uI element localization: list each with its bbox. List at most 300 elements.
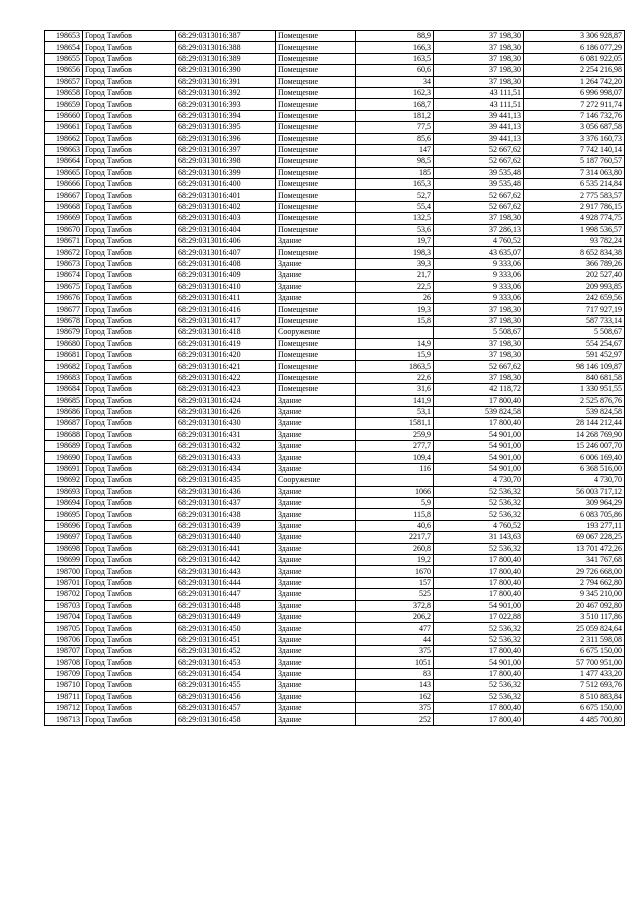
- table-row: [45, 270, 625, 281]
- row-number-cell: 198711: [45, 691, 83, 702]
- cadastral-number-cell: 68:29:0313016:451: [176, 634, 276, 645]
- cadastral-number-cell: 68:29:0313016:418: [176, 327, 276, 338]
- specific-value-cell: 31 143,63: [434, 532, 524, 543]
- area-cell: 206,2: [356, 611, 434, 622]
- row-number-cell: 198664: [45, 156, 83, 167]
- area-cell: 277,7: [356, 441, 434, 452]
- row-number-cell: 198659: [45, 99, 83, 110]
- area-cell: 60,6: [356, 65, 434, 76]
- cadastral-value-cell: 6 006 169,40: [524, 452, 625, 463]
- table-row: [45, 87, 625, 98]
- specific-value-cell: 52 536,32: [434, 543, 524, 554]
- locality-cell: Город Тамбов: [83, 190, 176, 201]
- object-type-cell: Помещение: [276, 384, 356, 395]
- area-cell: 198,3: [356, 247, 434, 258]
- locality-cell: Город Тамбов: [83, 520, 176, 531]
- locality-cell: Город Тамбов: [83, 634, 176, 645]
- row-number-cell: 198672: [45, 247, 83, 258]
- table-row: [45, 190, 625, 201]
- cadastral-number-cell: 68:29:0313016:419: [176, 338, 276, 349]
- cadastral-number-cell: 68:29:0313016:430: [176, 418, 276, 429]
- locality-cell: Город Тамбов: [83, 691, 176, 702]
- locality-cell: Город Тамбов: [83, 31, 176, 42]
- cadastral-value-cell: 6 081 922,05: [524, 53, 625, 64]
- specific-value-cell: 54 901,00: [434, 600, 524, 611]
- area-cell: 22,6: [356, 372, 434, 383]
- specific-value-cell: 17 022,88: [434, 611, 524, 622]
- cadastral-number-cell: 68:29:0313016:455: [176, 680, 276, 691]
- object-type-cell: Здание: [276, 395, 356, 406]
- cadastral-value-cell: 6 996 998,07: [524, 87, 625, 98]
- object-type-cell: Помещение: [276, 224, 356, 235]
- cadastral-value-cell: 6 535 214,84: [524, 179, 625, 190]
- locality-cell: Город Тамбов: [83, 304, 176, 315]
- row-number-cell: 198706: [45, 634, 83, 645]
- cadastral-number-cell: 68:29:0313016:435: [176, 475, 276, 486]
- cadastral-number-cell: 68:29:0313016:394: [176, 110, 276, 121]
- area-cell: 5,9: [356, 498, 434, 509]
- specific-value-cell: 39 535,48: [434, 179, 524, 190]
- row-number-cell: 198709: [45, 668, 83, 679]
- area-cell: 143: [356, 680, 434, 691]
- area-cell: 2217,7: [356, 532, 434, 543]
- table-row: [45, 110, 625, 121]
- table-row: [45, 281, 625, 292]
- locality-cell: Город Тамбов: [83, 600, 176, 611]
- object-type-cell: Помещение: [276, 133, 356, 144]
- cadastral-value-cell: 539 824,58: [524, 406, 625, 417]
- cadastral-number-cell: 68:29:0313016:450: [176, 623, 276, 634]
- cadastral-number-cell: 68:29:0313016:442: [176, 554, 276, 565]
- locality-cell: Город Тамбов: [83, 99, 176, 110]
- cadastral-number-cell: 68:29:0313016:424: [176, 395, 276, 406]
- table-row: [45, 486, 625, 497]
- cadastral-number-cell: 68:29:0313016:396: [176, 133, 276, 144]
- specific-value-cell: 52 536,32: [434, 634, 524, 645]
- cadastral-value-cell: 591 452,97: [524, 349, 625, 360]
- object-type-cell: Здание: [276, 543, 356, 554]
- cadastral-number-cell: 68:29:0313016:441: [176, 543, 276, 554]
- cadastral-number-cell: 68:29:0313016:403: [176, 213, 276, 224]
- table-row: [45, 589, 625, 600]
- row-number-cell: 198681: [45, 349, 83, 360]
- cadastral-value-cell: 209 993,85: [524, 281, 625, 292]
- locality-cell: Город Тамбов: [83, 236, 176, 247]
- area-cell: 31,6: [356, 384, 434, 395]
- cadastral-number-cell: 68:29:0313016:417: [176, 315, 276, 326]
- specific-value-cell: 37 198,30: [434, 213, 524, 224]
- table-row: [45, 53, 625, 64]
- area-cell: 165,3: [356, 179, 434, 190]
- cadastral-number-cell: 68:29:0313016:404: [176, 224, 276, 235]
- cadastral-number-cell: 68:29:0313016:422: [176, 372, 276, 383]
- cadastral-number-cell: 68:29:0313016:443: [176, 566, 276, 577]
- row-number-cell: 198684: [45, 384, 83, 395]
- table-row: [45, 463, 625, 474]
- object-type-cell: Помещение: [276, 31, 356, 42]
- row-number-cell: 198713: [45, 714, 83, 725]
- locality-cell: Город Тамбов: [83, 566, 176, 577]
- cadastral-number-cell: 68:29:0313016:387: [176, 31, 276, 42]
- row-number-cell: 198668: [45, 201, 83, 212]
- locality-cell: Город Тамбов: [83, 554, 176, 565]
- object-type-cell: Здание: [276, 691, 356, 702]
- area-cell: 157: [356, 577, 434, 588]
- specific-value-cell: 43 635,07: [434, 247, 524, 258]
- area-cell: 1051: [356, 657, 434, 668]
- locality-cell: Город Тамбов: [83, 657, 176, 668]
- locality-cell: Город Тамбов: [83, 65, 176, 76]
- area-cell: 147: [356, 144, 434, 155]
- table-row: [45, 133, 625, 144]
- table-row: [45, 498, 625, 509]
- area-cell: 115,8: [356, 509, 434, 520]
- cadastral-number-cell: 68:29:0313016:407: [176, 247, 276, 258]
- area-cell: 1670: [356, 566, 434, 577]
- cadastral-value-cell: 57 700 951,00: [524, 657, 625, 668]
- table-row: [45, 475, 625, 486]
- cadastral-value-table: [44, 30, 625, 726]
- cadastral-number-cell: 68:29:0313016:420: [176, 349, 276, 360]
- locality-cell: Город Тамбов: [83, 577, 176, 588]
- table-row: [45, 247, 625, 258]
- row-number-cell: 198683: [45, 372, 83, 383]
- specific-value-cell: 17 800,40: [434, 646, 524, 657]
- area-cell: 14,9: [356, 338, 434, 349]
- locality-cell: Город Тамбов: [83, 498, 176, 509]
- cadastral-value-cell: 6 186 077,29: [524, 42, 625, 53]
- area-cell: 19,2: [356, 554, 434, 565]
- table-row: [45, 167, 625, 178]
- area-cell: 1863,5: [356, 361, 434, 372]
- table-row: [45, 349, 625, 360]
- table-row: [45, 668, 625, 679]
- specific-value-cell: 4 760,52: [434, 236, 524, 247]
- area-cell: 375: [356, 703, 434, 714]
- table-row: [45, 236, 625, 247]
- specific-value-cell: 4 760,52: [434, 520, 524, 531]
- area-cell: 168,7: [356, 99, 434, 110]
- cadastral-value-cell: 202 527,40: [524, 270, 625, 281]
- object-type-cell: Здание: [276, 258, 356, 269]
- row-number-cell: 198666: [45, 179, 83, 190]
- cadastral-number-cell: 68:29:0313016:392: [176, 87, 276, 98]
- table-row: [45, 258, 625, 269]
- cadastral-number-cell: 68:29:0313016:437: [176, 498, 276, 509]
- specific-value-cell: 37 286,13: [434, 224, 524, 235]
- cadastral-value-cell: 2 311 598,08: [524, 634, 625, 645]
- area-cell: 162: [356, 691, 434, 702]
- row-number-cell: 198665: [45, 167, 83, 178]
- object-type-cell: Здание: [276, 680, 356, 691]
- object-type-cell: Здание: [276, 486, 356, 497]
- cadastral-number-cell: 68:29:0313016:390: [176, 65, 276, 76]
- object-type-cell: Здание: [276, 668, 356, 679]
- table-row: [45, 554, 625, 565]
- row-number-cell: 198700: [45, 566, 83, 577]
- row-number-cell: 198689: [45, 441, 83, 452]
- area-cell: 44: [356, 634, 434, 645]
- row-number-cell: 198663: [45, 144, 83, 155]
- locality-cell: Город Тамбов: [83, 122, 176, 133]
- row-number-cell: 198685: [45, 395, 83, 406]
- table-row: [45, 600, 625, 611]
- cadastral-number-cell: 68:29:0313016:457: [176, 703, 276, 714]
- specific-value-cell: 37 198,30: [434, 42, 524, 53]
- cadastral-value-cell: 366 789,26: [524, 258, 625, 269]
- specific-value-cell: 17 800,40: [434, 554, 524, 565]
- specific-value-cell: 52 536,32: [434, 498, 524, 509]
- row-number-cell: 198686: [45, 406, 83, 417]
- row-number-cell: 198669: [45, 213, 83, 224]
- row-number-cell: 198670: [45, 224, 83, 235]
- row-number-cell: 198695: [45, 509, 83, 520]
- cadastral-number-cell: 68:29:0313016:431: [176, 429, 276, 440]
- cadastral-number-cell: 68:29:0313016:438: [176, 509, 276, 520]
- object-type-cell: Здание: [276, 589, 356, 600]
- object-type-cell: Здание: [276, 418, 356, 429]
- table-row: [45, 441, 625, 452]
- area-cell: 477: [356, 623, 434, 634]
- area-cell: 85,6: [356, 133, 434, 144]
- cadastral-number-cell: 68:29:0313016:389: [176, 53, 276, 64]
- locality-cell: Город Тамбов: [83, 680, 176, 691]
- table-row: [45, 76, 625, 87]
- locality-cell: Город Тамбов: [83, 646, 176, 657]
- object-type-cell: Помещение: [276, 304, 356, 315]
- specific-value-cell: 37 198,30: [434, 372, 524, 383]
- cadastral-number-cell: 68:29:0313016:416: [176, 304, 276, 315]
- table-row: [45, 532, 625, 543]
- cadastral-number-cell: 68:29:0313016:452: [176, 646, 276, 657]
- object-type-cell: Здание: [276, 441, 356, 452]
- object-type-cell: Здание: [276, 554, 356, 565]
- locality-cell: Город Тамбов: [83, 315, 176, 326]
- cadastral-number-cell: 68:29:0313016:410: [176, 281, 276, 292]
- table-row: [45, 520, 625, 531]
- area-cell: 525: [356, 589, 434, 600]
- row-number-cell: 198656: [45, 65, 83, 76]
- specific-value-cell: 9 333,06: [434, 270, 524, 281]
- specific-value-cell: 37 198,30: [434, 338, 524, 349]
- table-row: [45, 418, 625, 429]
- locality-cell: Город Тамбов: [83, 349, 176, 360]
- cadastral-value-cell: 1 998 536,57: [524, 224, 625, 235]
- row-number-cell: 198692: [45, 475, 83, 486]
- area-cell: 21,7: [356, 270, 434, 281]
- locality-cell: Город Тамбов: [83, 213, 176, 224]
- cadastral-number-cell: 68:29:0313016:453: [176, 657, 276, 668]
- locality-cell: Город Тамбов: [83, 201, 176, 212]
- locality-cell: Город Тамбов: [83, 327, 176, 338]
- cadastral-number-cell: 68:29:0313016:434: [176, 463, 276, 474]
- specific-value-cell: 17 800,40: [434, 589, 524, 600]
- row-number-cell: 198707: [45, 646, 83, 657]
- object-type-cell: Здание: [276, 270, 356, 281]
- locality-cell: Город Тамбов: [83, 224, 176, 235]
- object-type-cell: Сооружение: [276, 475, 356, 486]
- specific-value-cell: 52 667,62: [434, 156, 524, 167]
- object-type-cell: Здание: [276, 520, 356, 531]
- cadastral-number-cell: 68:29:0313016:409: [176, 270, 276, 281]
- table-row: [45, 452, 625, 463]
- specific-value-cell: 43 111,51: [434, 87, 524, 98]
- area-cell: 1066: [356, 486, 434, 497]
- specific-value-cell: 39 441,13: [434, 122, 524, 133]
- locality-cell: Город Тамбов: [83, 668, 176, 679]
- cadastral-value-cell: 9 345 210,00: [524, 589, 625, 600]
- cadastral-value-cell: 3 056 687,58: [524, 122, 625, 133]
- table-row: [45, 372, 625, 383]
- locality-cell: Город Тамбов: [83, 611, 176, 622]
- cadastral-value-cell: 14 268 769,90: [524, 429, 625, 440]
- cadastral-value-cell: 309 964,29: [524, 498, 625, 509]
- area-cell: 132,5: [356, 213, 434, 224]
- specific-value-cell: 37 198,30: [434, 53, 524, 64]
- area-cell: 1581,1: [356, 418, 434, 429]
- specific-value-cell: 17 800,40: [434, 577, 524, 588]
- row-number-cell: 198655: [45, 53, 83, 64]
- locality-cell: Город Тамбов: [83, 87, 176, 98]
- locality-cell: Город Тамбов: [83, 623, 176, 634]
- cadastral-value-cell: 242 659,56: [524, 292, 625, 303]
- specific-value-cell: 37 198,30: [434, 304, 524, 315]
- table-row: [45, 657, 625, 668]
- table-row: [45, 315, 625, 326]
- locality-cell: Город Тамбов: [83, 372, 176, 383]
- object-type-cell: Помещение: [276, 201, 356, 212]
- locality-cell: Город Тамбов: [83, 395, 176, 406]
- locality-cell: Город Тамбов: [83, 270, 176, 281]
- specific-value-cell: 54 901,00: [434, 429, 524, 440]
- object-type-cell: Здание: [276, 646, 356, 657]
- specific-value-cell: 39 441,13: [434, 133, 524, 144]
- cadastral-number-cell: 68:29:0313016:421: [176, 361, 276, 372]
- table-row: [45, 566, 625, 577]
- locality-cell: Город Тамбов: [83, 429, 176, 440]
- locality-cell: Город Тамбов: [83, 418, 176, 429]
- area-cell: 260,8: [356, 543, 434, 554]
- specific-value-cell: 17 800,40: [434, 566, 524, 577]
- row-number-cell: 198693: [45, 486, 83, 497]
- object-type-cell: Помещение: [276, 349, 356, 360]
- locality-cell: Город Тамбов: [83, 441, 176, 452]
- area-cell: 52,7: [356, 190, 434, 201]
- row-number-cell: 198657: [45, 76, 83, 87]
- area-cell: 141,9: [356, 395, 434, 406]
- table-row: [45, 327, 625, 338]
- cadastral-value-cell: 98 146 109,87: [524, 361, 625, 372]
- document-page: [44, 30, 624, 726]
- locality-cell: Город Тамбов: [83, 714, 176, 725]
- specific-value-cell: 52 667,62: [434, 144, 524, 155]
- table-body: [45, 31, 625, 726]
- cadastral-number-cell: 68:29:0313016:388: [176, 42, 276, 53]
- row-number-cell: 198676: [45, 292, 83, 303]
- area-cell: 22,5: [356, 281, 434, 292]
- locality-cell: Город Тамбов: [83, 486, 176, 497]
- cadastral-value-cell: 7 272 911,74: [524, 99, 625, 110]
- row-number-cell: 198698: [45, 543, 83, 554]
- cadastral-number-cell: 68:29:0313016:391: [176, 76, 276, 87]
- cadastral-number-cell: 68:29:0313016:398: [176, 156, 276, 167]
- specific-value-cell: 54 901,00: [434, 441, 524, 452]
- area-cell: 259,9: [356, 429, 434, 440]
- specific-value-cell: 52 536,32: [434, 623, 524, 634]
- object-type-cell: Помещение: [276, 76, 356, 87]
- cadastral-number-cell: 68:29:0313016:436: [176, 486, 276, 497]
- cadastral-value-cell: 4 485 700,80: [524, 714, 625, 725]
- specific-value-cell: 5 508,67: [434, 327, 524, 338]
- table-row: [45, 395, 625, 406]
- object-type-cell: Помещение: [276, 179, 356, 190]
- specific-value-cell: 39 441,13: [434, 110, 524, 121]
- area-cell: 185: [356, 167, 434, 178]
- locality-cell: Город Тамбов: [83, 475, 176, 486]
- locality-cell: Город Тамбов: [83, 463, 176, 474]
- table-row: [45, 509, 625, 520]
- cadastral-value-cell: 1 477 433,20: [524, 668, 625, 679]
- cadastral-value-cell: 341 767,68: [524, 554, 625, 565]
- specific-value-cell: 52 536,32: [434, 691, 524, 702]
- row-number-cell: 198696: [45, 520, 83, 531]
- cadastral-number-cell: 68:29:0313016:402: [176, 201, 276, 212]
- table-row: [45, 714, 625, 725]
- area-cell: [356, 475, 434, 486]
- cadastral-value-cell: 20 467 092,80: [524, 600, 625, 611]
- table-row: [45, 406, 625, 417]
- cadastral-value-cell: 193 277,11: [524, 520, 625, 531]
- object-type-cell: Помещение: [276, 144, 356, 155]
- cadastral-value-cell: 554 254,67: [524, 338, 625, 349]
- table-row: [45, 691, 625, 702]
- row-number-cell: 198710: [45, 680, 83, 691]
- object-type-cell: Помещение: [276, 99, 356, 110]
- object-type-cell: Помещение: [276, 122, 356, 133]
- cadastral-value-cell: 2 794 662,80: [524, 577, 625, 588]
- specific-value-cell: 54 901,00: [434, 657, 524, 668]
- cadastral-value-cell: 8 510 883,84: [524, 691, 625, 702]
- row-number-cell: 198674: [45, 270, 83, 281]
- object-type-cell: Здание: [276, 703, 356, 714]
- cadastral-number-cell: 68:29:0313016:439: [176, 520, 276, 531]
- object-type-cell: Здание: [276, 498, 356, 509]
- object-type-cell: Помещение: [276, 372, 356, 383]
- row-number-cell: 198662: [45, 133, 83, 144]
- cadastral-value-cell: 7 512 693,76: [524, 680, 625, 691]
- object-type-cell: Здание: [276, 292, 356, 303]
- cadastral-value-cell: 7 314 063,80: [524, 167, 625, 178]
- table-row: [45, 646, 625, 657]
- cadastral-value-cell: 3 376 160,73: [524, 133, 625, 144]
- area-cell: 19,7: [356, 236, 434, 247]
- table-row: [45, 304, 625, 315]
- specific-value-cell: 37 198,30: [434, 349, 524, 360]
- cadastral-value-cell: 8 652 834,38: [524, 247, 625, 258]
- specific-value-cell: 52 667,62: [434, 190, 524, 201]
- cadastral-value-cell: 1 330 951,55: [524, 384, 625, 395]
- area-cell: 98,5: [356, 156, 434, 167]
- table-row: [45, 179, 625, 190]
- cadastral-number-cell: 68:29:0313016:458: [176, 714, 276, 725]
- cadastral-value-cell: 6 368 516,00: [524, 463, 625, 474]
- cadastral-number-cell: 68:29:0313016:440: [176, 532, 276, 543]
- cadastral-value-cell: 1 264 742,20: [524, 76, 625, 87]
- area-cell: [356, 327, 434, 338]
- object-type-cell: Здание: [276, 657, 356, 668]
- cadastral-value-cell: 5 187 760,57: [524, 156, 625, 167]
- specific-value-cell: 54 901,00: [434, 463, 524, 474]
